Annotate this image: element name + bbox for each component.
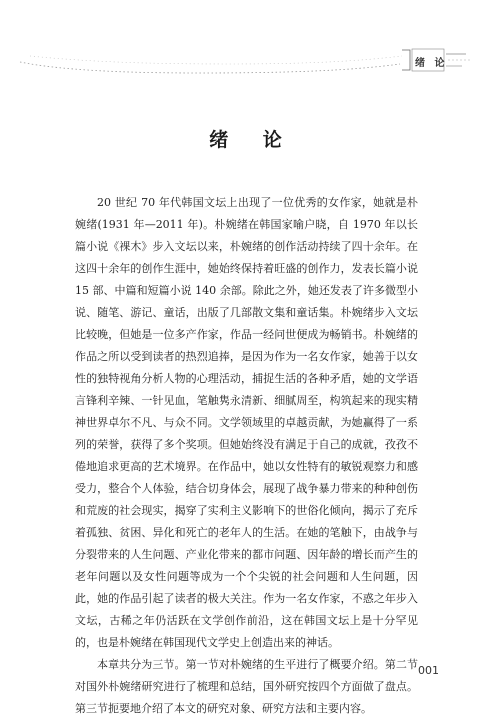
page-number: 001 (418, 664, 439, 677)
body-text (75, 192, 418, 720)
running-header-title: 绪 论 (415, 58, 448, 69)
running-header (0, 40, 491, 80)
paragraph-intro: 20 世纪 70 年代韩国文坛上出现了一位优秀的女作家，她就是朴婉绪(1931 年—2011 年)。朴婉绪在韩国家喻户晓，自 1970 年以长篇小说《裸木》步入文坛以来，朴婉绪的创作活动持续了四十余年。在这四十余年的创作生涯中，她始终保持着旺盛的创作力，发表长篇小说 15 部、中篇和短篇小说 140 余部。除此之外，她还发表了许多微型小说、随笔、游记、童话，出版了几部散文集和童话集。朴婉绪步入文坛比较晚，但她是一位多产作家，作品一经问世便成为畅销书。朴婉绪的作品之所以受到读者的热烈追捧，是因为作为一名女作家，她善于以女性的独特视角分析人物的心理活动，捕捉生活的各种矛盾，她的文学语言锋利辛辣、一针见血，笔触隽永清新、细腻周至，构筑起来的现实精神世界卓尔不凡、与众不同。文学领域里的卓越贡献，为她赢得了一系列的荣誉，获得了多个奖项。但她始终没有满足于自己的成就，孜孜不倦地追求更高的艺术境界。在作品中，她以女性特有的敏锐观察力和感受力，整合个人体验，结合切身体会，展现了战争暴力带来的种种创伤和荒废的社会现实，揭穿了实利主义影响下的世俗化倾向，揭示了充斥着孤独、贫困、异化和死亡的老年人的生活。在她的笔触下，由战争与分裂带来的人生问题、产业化带来的都市问题、因年龄的增长而产生的老年问题以及女性问题等成为一个个尖锐的社会问题和人生问题，因此，她的作品引起了读者的极大关注。作为一名女作家，不惑之年步入文坛，古稀之年仍活跃在文学创作前沿，这在韩国文坛上是十分罕见的，也是朴婉绪在韩国现代文学史上创造出来的神话。 (75, 196, 418, 649)
chapter-title: 绪 论 (209, 129, 296, 151)
paragraph-structure: 本章共分为三节。第一节对朴婉绪的生平进行了概要介绍。第二节对国外朴婉绪研究进行了梳理和总结，国外研究按四个方面做了盘点。第三节扼要地介绍了本文的研究对象、研究方法和主要内容。 (75, 658, 418, 715)
